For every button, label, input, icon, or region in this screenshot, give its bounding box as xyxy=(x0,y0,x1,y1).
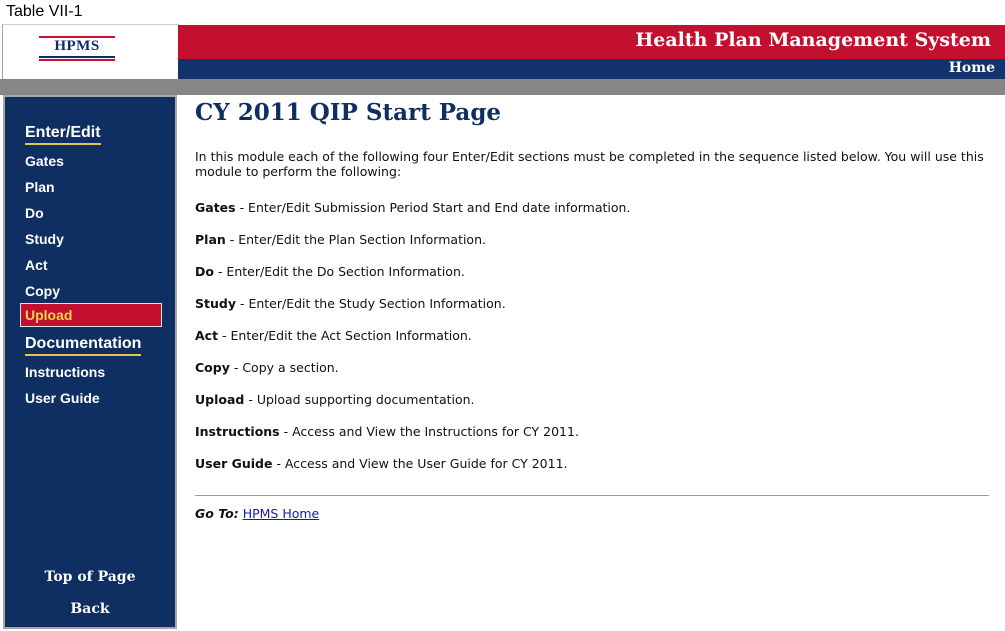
item-desc: - Enter/Edit the Plan Section Information. xyxy=(225,232,486,247)
item-term: Do xyxy=(195,264,214,279)
home-link[interactable]: Home xyxy=(948,60,995,76)
item-desc: - Enter/Edit the Act Section Information. xyxy=(218,328,472,343)
list-item-upload xyxy=(195,392,475,407)
sidebar xyxy=(3,95,177,629)
item-desc: - Enter/Edit Submission Period Start and End date information. xyxy=(235,200,631,215)
hpms-logo[interactable] xyxy=(39,35,115,61)
top-of-page-link[interactable]: Top of Page xyxy=(44,569,136,585)
item-term: Gates xyxy=(195,200,236,215)
item-term: Plan xyxy=(195,232,226,247)
list-item-study xyxy=(195,296,506,311)
sidebar-item-gates[interactable]: Gates xyxy=(25,153,64,169)
goto-row xyxy=(195,506,319,521)
hpms-home-link[interactable]: HPMS Home xyxy=(242,506,320,521)
list-item-instructions xyxy=(195,424,579,439)
header-title-bar xyxy=(178,25,1005,59)
sidebar-item-instructions[interactable]: Instructions xyxy=(25,364,106,380)
item-term: User Guide xyxy=(195,456,273,471)
sidebar-item-study[interactable]: Study xyxy=(25,231,64,247)
item-desc: - Copy a section. xyxy=(229,360,339,375)
item-term: Copy xyxy=(195,360,230,375)
list-item-gates xyxy=(195,200,630,215)
goto-label: Go To: xyxy=(195,506,239,521)
item-desc: - Access and View the Instructions for CY 2011. xyxy=(279,424,579,439)
site-title: Health Plan Management System xyxy=(635,29,991,51)
sidebar-section-documentation: Documentation xyxy=(25,334,141,356)
sidebar-section-enter-edit: Enter/Edit xyxy=(25,123,101,145)
divider xyxy=(195,495,989,496)
item-term: Upload xyxy=(195,392,245,407)
list-item-do xyxy=(195,264,465,279)
list-item-user-guide xyxy=(195,456,568,471)
header-nav-bar xyxy=(178,59,1005,79)
item-desc: - Access and View the User Guide for CY 2011. xyxy=(272,456,568,471)
logo-text: HPMS xyxy=(54,38,100,54)
sidebar-item-user-guide[interactable]: User Guide xyxy=(25,390,100,406)
sidebar-item-plan[interactable]: Plan xyxy=(25,179,55,195)
intro-text: In this module each of the following four Enter/Edit sections must be completed in the sequence listed below. You will use this module to perform the following: xyxy=(195,149,984,179)
back-link[interactable]: Back xyxy=(70,601,110,617)
item-term: Instructions xyxy=(195,424,280,439)
sidebar-item-upload[interactable]: Upload xyxy=(20,303,162,327)
logo-area xyxy=(2,24,179,79)
page-title: CY 2011 QIP Start Page xyxy=(195,99,502,126)
figure-caption: Table VII-1 xyxy=(6,3,83,20)
header-divider xyxy=(0,79,1005,95)
item-term: Study xyxy=(195,296,236,311)
list-item-plan xyxy=(195,232,486,247)
sidebar-item-copy[interactable]: Copy xyxy=(25,283,60,299)
list-item-copy xyxy=(195,360,339,375)
item-term: Act xyxy=(195,328,219,343)
sidebar-item-do[interactable]: Do xyxy=(25,205,44,221)
item-desc: - Enter/Edit the Study Section Information. xyxy=(235,296,506,311)
list-item-act xyxy=(195,328,472,343)
sidebar-item-act[interactable]: Act xyxy=(25,257,48,273)
item-desc: - Upload supporting documentation. xyxy=(244,392,475,407)
item-desc: - Enter/Edit the Do Section Information. xyxy=(213,264,465,279)
